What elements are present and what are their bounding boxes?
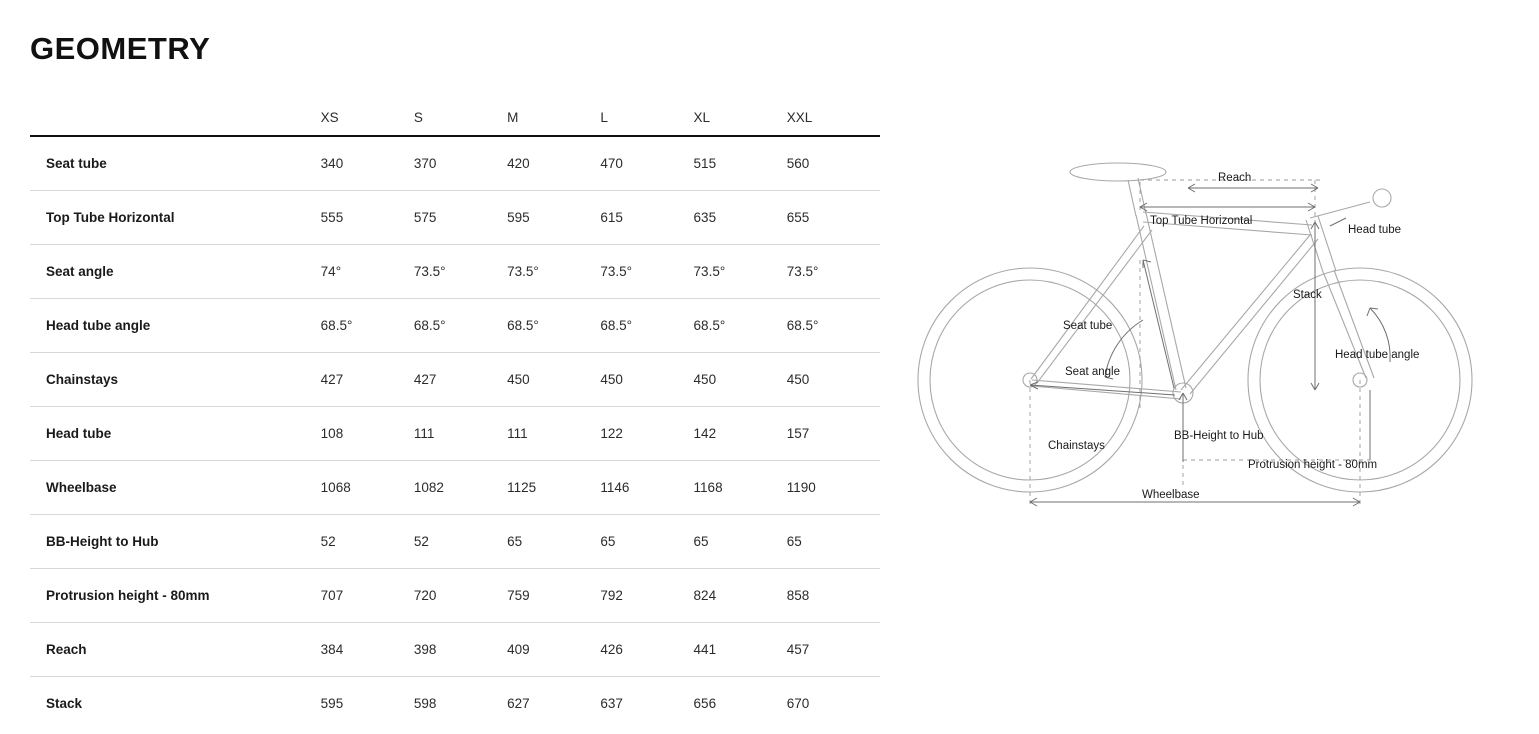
cell-xl: 441 <box>693 642 717 657</box>
cell-xs: 707 <box>320 588 344 603</box>
cell-xs: 68.5° <box>320 318 353 333</box>
table-row <box>30 136 880 191</box>
cell-xs: 1068 <box>320 480 351 495</box>
label-stack: Stack <box>1293 289 1322 301</box>
cell-m: 111 <box>507 426 528 441</box>
row-label: Wheelbase <box>46 480 117 495</box>
column-header-m: M <box>507 110 519 125</box>
cell-xl: 73.5° <box>693 264 726 279</box>
row-label: Chainstays <box>46 372 119 387</box>
cell-xs: 595 <box>320 696 344 711</box>
cell-xl: 515 <box>693 156 717 171</box>
cell-l: 73.5° <box>600 264 633 279</box>
cell-l: 637 <box>600 696 623 711</box>
cell-xxl: 1190 <box>786 480 816 495</box>
table-row <box>30 569 880 623</box>
dimension-arrows <box>1030 184 1390 506</box>
table-row <box>30 461 880 515</box>
row-label: Protrusion height - 80mm <box>46 588 210 603</box>
cell-s: 427 <box>413 372 437 387</box>
table-header <box>30 85 880 136</box>
row-label: Top Tube Horizontal <box>46 210 175 225</box>
cell-m: 420 <box>507 156 530 171</box>
cell-xs: 384 <box>320 642 344 657</box>
label-bb-height-to-hub: BB-Height to Hub <box>1174 430 1264 442</box>
table-row <box>30 245 880 299</box>
cell-xl: 635 <box>693 210 717 225</box>
cell-xl: 656 <box>693 696 717 711</box>
column-header-blank <box>30 85 321 136</box>
row-label: Head tube angle <box>46 318 151 333</box>
cell-s: 73.5° <box>413 264 446 279</box>
cell-s: 52 <box>413 534 429 549</box>
cell-m: 409 <box>507 642 530 657</box>
label-protrusion-height: Protrusion height - 80mm <box>1248 459 1378 471</box>
label-seat-angle: Seat angle <box>1065 366 1120 378</box>
cell-xxl: 858 <box>786 588 810 603</box>
row-label: Stack <box>46 696 83 711</box>
cell-xxl: 450 <box>786 372 810 387</box>
table-body <box>30 136 880 730</box>
table-row <box>30 191 880 245</box>
cell-l: 426 <box>600 642 623 657</box>
label-reach: Reach <box>1218 172 1252 184</box>
cell-l: 615 <box>600 210 623 225</box>
column-header-xs: XS <box>320 110 339 125</box>
cell-xxl: 157 <box>786 426 810 441</box>
table-row <box>30 677 880 731</box>
table-row <box>30 515 880 569</box>
cell-m: 759 <box>507 588 530 603</box>
cell-xxl: 65 <box>786 534 802 549</box>
cell-l: 122 <box>600 426 623 441</box>
cell-m: 450 <box>507 372 530 387</box>
cell-m: 65 <box>507 534 523 549</box>
bicycle-outline-icon <box>918 163 1472 492</box>
column-header-xl: XL <box>693 110 711 125</box>
cell-xs: 427 <box>320 372 344 387</box>
cell-l: 68.5° <box>600 318 633 333</box>
column-header-l: L <box>600 110 608 125</box>
label-top-tube-horizontal: Top Tube Horizontal <box>1150 215 1253 227</box>
cell-xxl: 560 <box>786 156 810 171</box>
table-row <box>30 299 880 353</box>
label-chainstays: Chainstays <box>1048 440 1105 452</box>
column-header-xxl: XXL <box>786 110 813 125</box>
cell-xxl: 73.5° <box>786 264 819 279</box>
cell-s: 370 <box>413 156 437 171</box>
table-row <box>30 407 880 461</box>
cell-s: 68.5° <box>413 318 446 333</box>
cell-xl: 142 <box>693 426 717 441</box>
row-label: Seat angle <box>46 264 114 279</box>
bike-geometry-diagram <box>900 140 1520 540</box>
cell-m: 68.5° <box>507 318 539 333</box>
cell-xl: 68.5° <box>693 318 726 333</box>
table-header-row <box>30 85 880 136</box>
cell-s: 111 <box>413 426 435 441</box>
cell-xs: 74° <box>320 264 342 279</box>
cell-l: 470 <box>600 156 623 171</box>
cell-xxl: 68.5° <box>786 318 819 333</box>
label-head-tube: Head tube <box>1348 224 1402 236</box>
label-head-tube-angle: Head tube angle <box>1335 349 1420 361</box>
page-title: GEOMETRY <box>30 31 211 66</box>
row-label: Seat tube <box>46 156 107 171</box>
cell-m: 73.5° <box>507 264 539 279</box>
cell-s: 598 <box>413 696 437 711</box>
cell-m: 1125 <box>507 480 537 495</box>
cell-m: 595 <box>507 210 530 225</box>
cell-xxl: 655 <box>786 210 810 225</box>
cell-xxl: 670 <box>786 696 810 711</box>
cell-xs: 52 <box>320 534 336 549</box>
row-label: Head tube <box>46 426 112 441</box>
cell-l: 792 <box>600 588 623 603</box>
table-row <box>30 353 880 407</box>
cell-xl: 824 <box>693 588 717 603</box>
cell-l: 450 <box>600 372 623 387</box>
cell-xl: 1168 <box>693 480 723 495</box>
table-row <box>30 623 880 677</box>
label-seat-tube: Seat tube <box>1063 320 1113 332</box>
cell-m: 627 <box>507 696 530 711</box>
cell-s: 1082 <box>413 480 444 495</box>
cell-xs: 555 <box>320 210 344 225</box>
cell-xxl: 457 <box>786 642 810 657</box>
cell-l: 1146 <box>600 480 630 495</box>
cell-l: 65 <box>600 534 616 549</box>
row-label: Reach <box>46 642 87 657</box>
cell-s: 720 <box>413 588 437 603</box>
column-header-s: S <box>413 110 423 125</box>
cell-s: 575 <box>413 210 437 225</box>
row-label: BB-Height to Hub <box>46 534 159 549</box>
cell-xl: 450 <box>693 372 717 387</box>
cell-xs: 340 <box>320 156 344 171</box>
geometry-table <box>30 85 880 730</box>
cell-xl: 65 <box>693 534 709 549</box>
cell-s: 398 <box>413 642 437 657</box>
label-wheelbase: Wheelbase <box>1142 489 1200 501</box>
cell-xs: 108 <box>320 426 344 441</box>
